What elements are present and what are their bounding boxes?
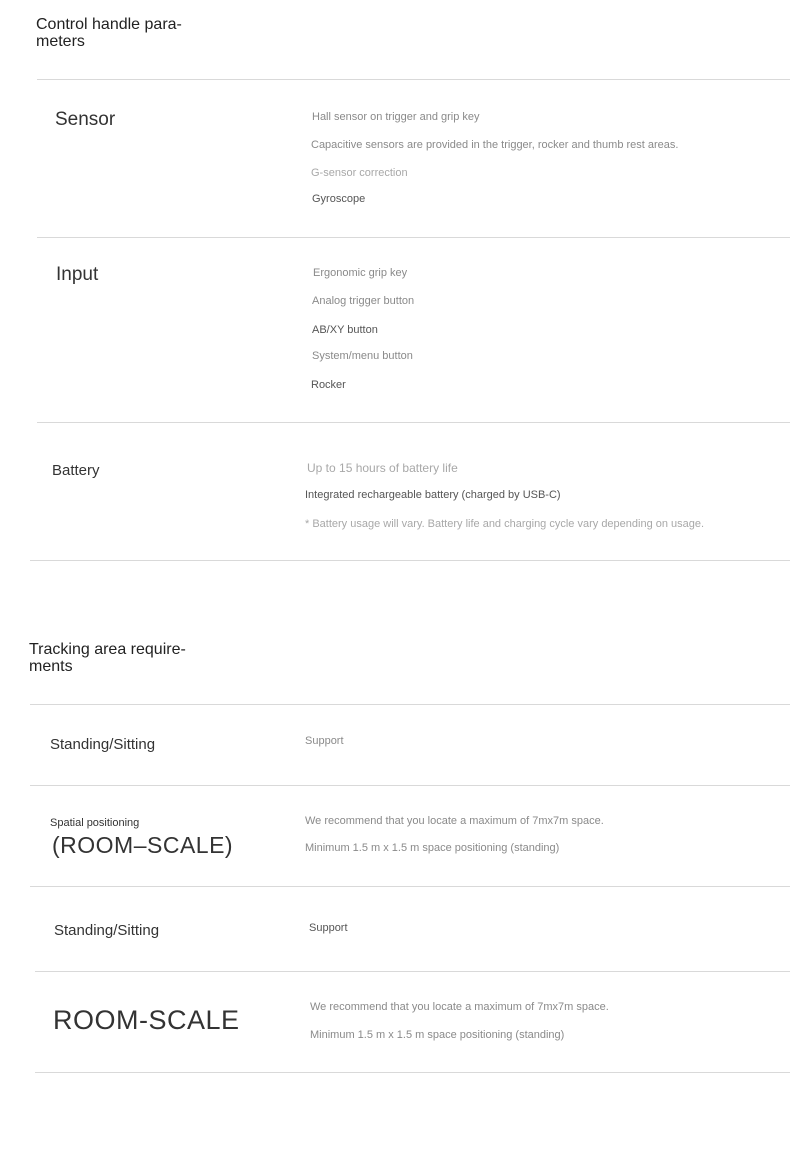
- input-item: System/menu button: [312, 350, 413, 362]
- input-label: Input: [56, 264, 99, 285]
- input-item: Ergonomic grip key: [313, 267, 408, 279]
- control-handle-title-line1: Control handle para-: [36, 16, 182, 33]
- input-item: AB/XY button: [312, 324, 378, 336]
- battery-note: * Battery usage will vary. Battery life and charging cycle vary depending on usage.: [305, 518, 705, 530]
- sensor-item: Hall sensor on trigger and grip key: [312, 111, 480, 123]
- input-item: Rocker: [311, 379, 346, 391]
- tracking-row-value: We recommend that you locate a maximum of 7mx7m space.: [310, 1001, 609, 1013]
- divider: [37, 237, 790, 238]
- tracking-row-label: Standing/Sitting: [54, 922, 160, 939]
- tracking-row-value: We recommend that you locate a maximum of 7mx7m space.: [305, 815, 604, 827]
- tracking-row-label: ROOM-SCALE: [53, 1005, 240, 1035]
- tracking-area-title-line2: ments: [29, 658, 73, 675]
- sensor-label: Sensor: [55, 109, 116, 130]
- divider: [35, 1072, 790, 1073]
- divider: [35, 971, 790, 972]
- tracking-row-value: Minimum 1.5 m x 1.5 m space positioning (standing): [310, 1029, 565, 1041]
- divider: [30, 704, 790, 705]
- battery-item: Up to 15 hours of battery life: [307, 461, 458, 475]
- sensor-item: Capacitive sensors are provided in the trigger, rocker and thumb rest areas.: [311, 139, 679, 151]
- divider: [37, 422, 790, 423]
- tracking-row-value: Support: [305, 735, 344, 747]
- control-handle-title: [36, 16, 182, 50]
- sensor-item: Gyroscope: [312, 193, 366, 205]
- tracking-row-label: Standing/Sitting: [50, 736, 156, 753]
- control-handle-title-line2: meters: [36, 33, 85, 50]
- divider: [30, 560, 790, 561]
- sensor-item: G-sensor correction: [311, 167, 408, 179]
- tracking-row-sublabel: Spatial positioning: [50, 817, 140, 829]
- tracking-area-title: [29, 641, 186, 675]
- divider: [37, 79, 790, 80]
- battery-item: Integrated rechargeable battery (charged by USB-C): [305, 489, 561, 501]
- battery-label: Battery: [52, 462, 100, 479]
- input-item: Analog trigger button: [312, 295, 415, 307]
- divider: [30, 886, 790, 887]
- tracking-row-value: Minimum 1.5 m x 1.5 m space positioning (standing): [305, 842, 560, 854]
- tracking-row-label: (ROOM–SCALE): [52, 832, 234, 858]
- tracking-area-title-line1: Tracking area require-: [29, 641, 186, 658]
- divider: [30, 785, 790, 786]
- tracking-row-value: Support: [309, 922, 348, 934]
